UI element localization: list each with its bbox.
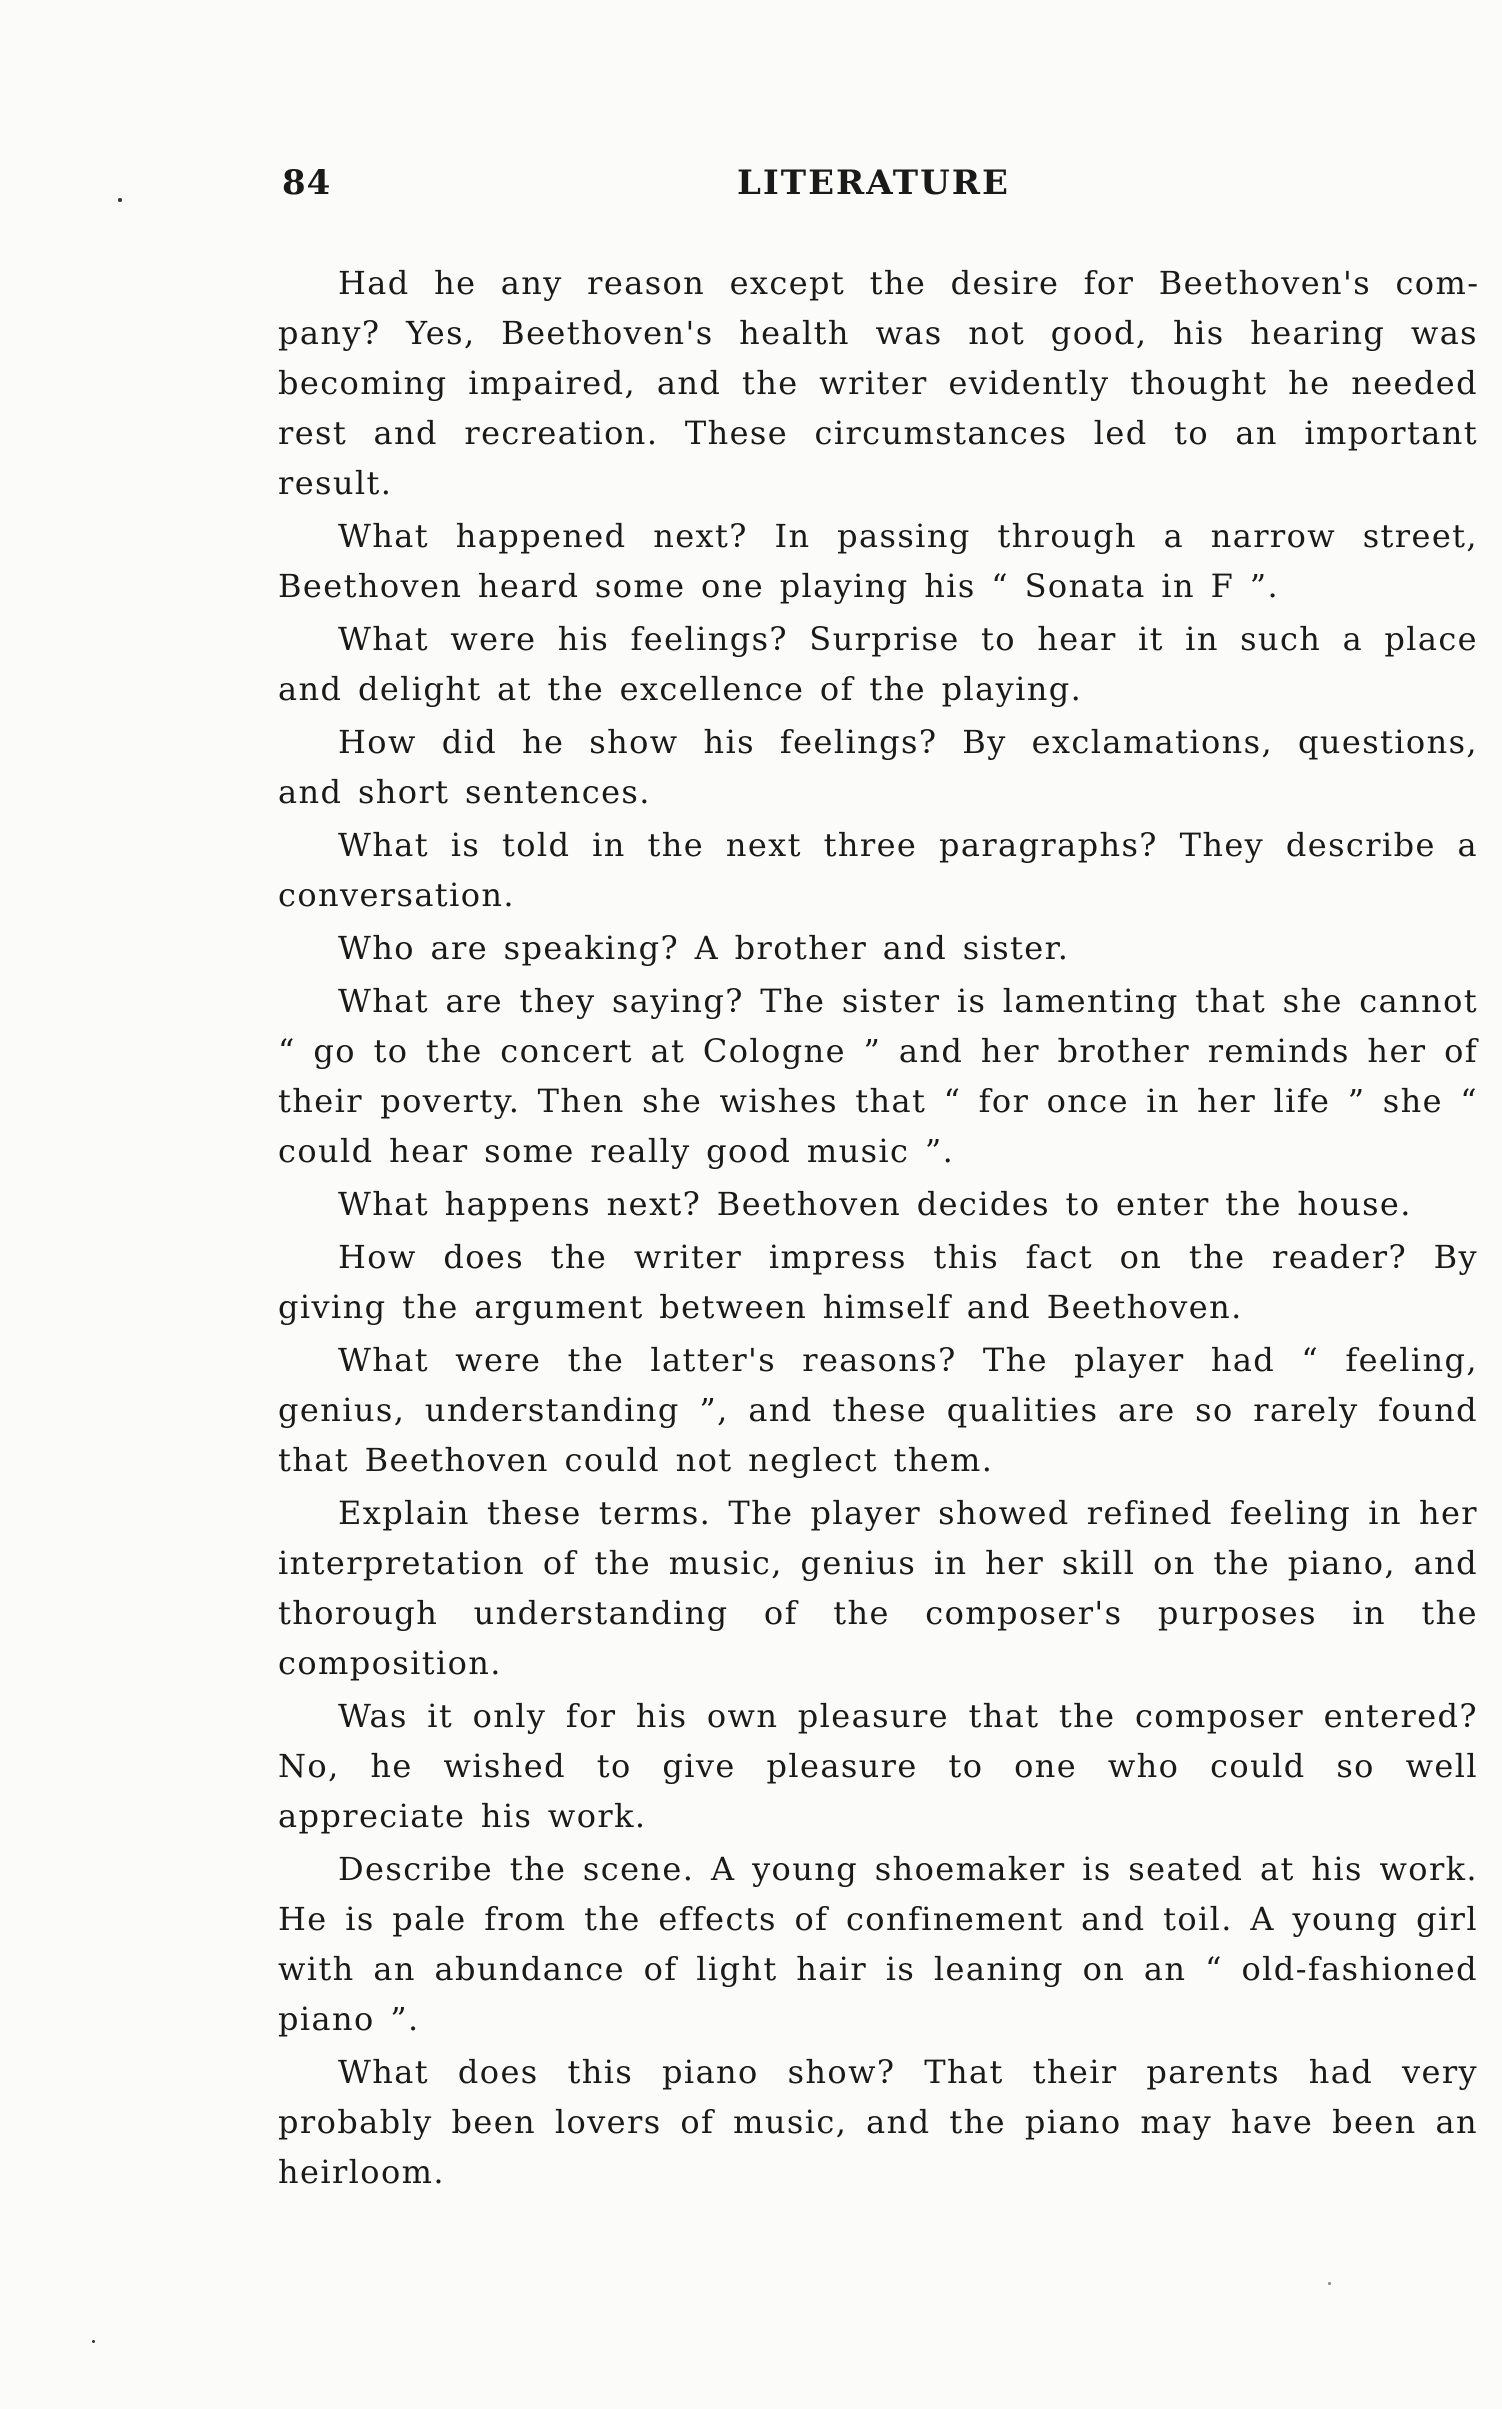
paragraph-4: How did he show his feelings? By exclamations, questions, and short sentences.: [278, 723, 1478, 811]
paragraph-10: What were the latter's reasons? The player had “ feeling, genius, understanding ”, and these qualities are so rarely found that Beethoven could not neglect them.: [278, 1341, 1478, 1479]
paragraph-3: What were his feelings? Surprise to hear it in such a place and delight at the excellence of the playing.: [278, 620, 1478, 708]
paragraph-7: What are they saying? The sister is lamenting that she cannot “ go to the concert at Cologne ” and her brother reminds her of their poverty. Then she wishes that “ for once in her life ” she “ could hear some really good music ”.: [278, 982, 1478, 1170]
paragraph-6: Who are speaking? A brother and sister.: [338, 929, 1070, 967]
paragraph-2: What happened next? In passing through a narrow street, Beethoven heard some one playing his “ Sonata in F ”.: [278, 517, 1478, 605]
page-number: 84: [282, 163, 332, 203]
paragraph-1: Had he any reason except the desire for Beethoven's company? Yes, Beethoven's health was not good, his hearing was becoming impaired, and the writer evidently thought he needed rest and recreation. These circumstances led to an important result.: [278, 264, 1478, 502]
paragraph-9: How does the writer impress this fact on the reader? By giving the argument between himself and Beethoven.: [278, 1238, 1478, 1326]
paragraph-8: What happens next? Beethoven decides to enter the house.: [338, 1185, 1412, 1223]
paragraph-11: Explain these terms. The player showed refined feeling in her interpretation of the music, genius in her skill on the piano, and thorough understanding of the composer's purposes in the composition.: [278, 1494, 1478, 1682]
margin-speck: [92, 2340, 95, 2343]
running-title: LITERATURE: [737, 163, 1010, 203]
paragraph-14: What does this piano show? That their parents had very probably been lovers of music, and the piano may have been an heirloom.: [278, 2053, 1478, 2191]
paragraph-13: Describe the scene. A young shoemaker is seated at his work. He is pale from the effects of confinement and toil. A young girl with an abundance of light hair is leaning on an “ old-fashioned piano ”.: [278, 1850, 1478, 2038]
margin-speck: [118, 198, 122, 202]
paragraph-5: What is told in the next three paragraphs? They describe a conversation.: [278, 826, 1478, 914]
running-head: [282, 163, 1482, 213]
margin-speck: [1328, 2282, 1331, 2285]
paragraph-12: Was it only for his own pleasure that the composer entered? No, he wished to give pleasure to one who could so well appreciate his work.: [278, 1697, 1478, 1835]
body-text: [278, 258, 1478, 2200]
